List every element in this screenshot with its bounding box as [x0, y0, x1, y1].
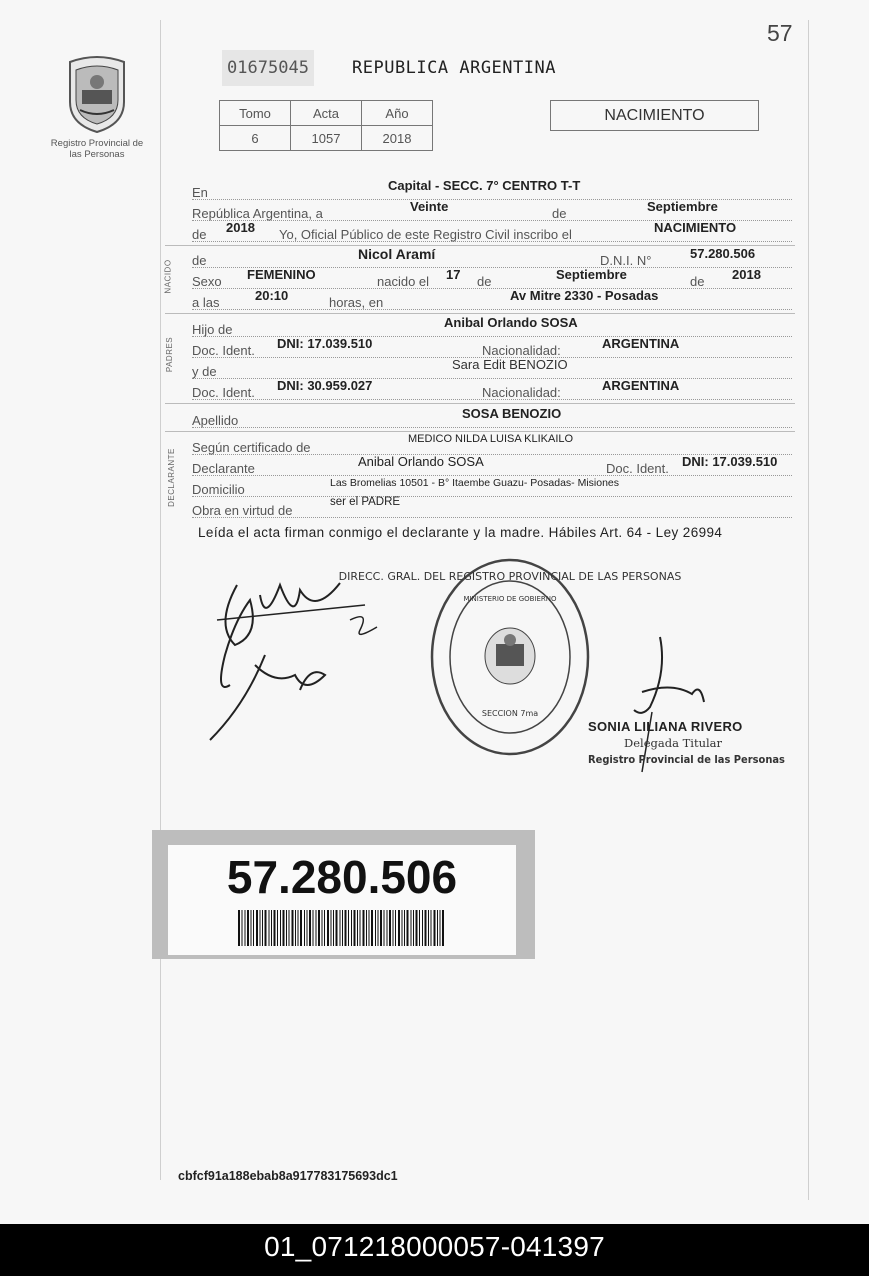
- sexo-value: FEMENINO: [247, 267, 316, 282]
- month-value: Septiembre: [647, 199, 718, 214]
- section-padres: PADRES: [165, 336, 175, 373]
- de-label: de: [552, 206, 567, 221]
- father-nationality: ARGENTINA: [602, 336, 680, 351]
- obra-label: Obra en virtud de: [192, 503, 293, 518]
- mother-doc-label: Doc. Ident.: [192, 385, 255, 400]
- divider-3: [165, 403, 795, 404]
- a-las-label: a las: [192, 295, 220, 310]
- declarante-value: Anibal Orlando SOSA: [358, 454, 484, 469]
- declarante-doc: DNI: 17.039.510: [682, 454, 778, 469]
- section-declarante: DECLARANTE: [166, 448, 176, 507]
- divider-2: [165, 313, 795, 314]
- country-title: REPUBLICA ARGENTINA: [352, 58, 556, 78]
- line-en: [192, 178, 792, 200]
- father-nat-label: Nacionalidad:: [482, 343, 561, 358]
- obra-value: ser el PADRE: [330, 496, 401, 508]
- line-father: [192, 315, 792, 337]
- leida-statement: Leída el acta firman conmigo el declarante y la madre. Hábiles Art. 64 - Ley 26994: [198, 525, 723, 540]
- page-number: 57: [767, 20, 793, 46]
- serial-number: 01675045: [222, 50, 314, 86]
- apellido-value: SOSA BENOZIO: [462, 406, 562, 421]
- line-hora: [192, 288, 792, 310]
- hijo-de-label: Hijo de: [192, 322, 233, 337]
- domicilio-value: Las Bromelias 10501 - B° Itaembe Guazu- Posadas- Misiones: [330, 477, 620, 489]
- line-name: [192, 246, 792, 268]
- birth-day: 17: [446, 267, 461, 282]
- father-doc-label: Doc. Ident.: [192, 343, 255, 358]
- birth-month: Septiembre: [556, 267, 627, 282]
- horas-label: horas, en: [329, 295, 384, 310]
- dni-label: D.N.I. N°: [600, 253, 652, 268]
- y-de-label: y de: [192, 364, 217, 379]
- birth-year: 2018: [732, 267, 761, 282]
- line-domicilio: [192, 478, 792, 497]
- header-ano: Año: [362, 101, 433, 126]
- birth-place: Av Mitre 2330 - Posadas: [510, 288, 659, 303]
- record-type-box: NACIMIENTO: [550, 100, 759, 131]
- father-name: Anibal Orlando SOSA: [444, 315, 578, 330]
- header-acta: Acta: [291, 101, 362, 126]
- apellido-label: Apellido: [192, 413, 239, 428]
- header-tomo: Tomo: [220, 101, 291, 126]
- signature-image: [205, 565, 395, 745]
- line-apellido: [192, 406, 792, 428]
- mother-name: Sara Edit BENOZIO: [452, 357, 568, 372]
- value-ano: 2018: [362, 126, 433, 151]
- de2-label: de: [192, 227, 207, 242]
- record-table: [219, 100, 433, 151]
- domicilio-label: Domicilio: [192, 482, 245, 497]
- declarante-label: Declarante: [192, 461, 255, 476]
- seal-outer-text: DIRECC. GRAL. DEL REGISTRO PROVINCIAL DE LAS PERSONAS: [338, 570, 682, 583]
- dni-sticker-number: 57.280.506: [226, 851, 458, 903]
- value-tomo: 6: [220, 126, 291, 151]
- delegate-role: Delegada Titular: [624, 736, 723, 750]
- seal-inner-text: MINISTERIO DE GOBIERNO: [463, 595, 557, 603]
- footer-code: 01_071218000057-041397: [0, 1224, 869, 1276]
- hour-value: 20:10: [255, 288, 289, 303]
- delegate-name: SONIA LILIANA RIVERO: [588, 719, 743, 734]
- line-republica: [192, 199, 792, 221]
- nacido-el-label: nacido el: [377, 274, 430, 289]
- day-value: Veinte: [410, 199, 449, 214]
- year-value: 2018: [226, 220, 255, 235]
- registry-caption: Registro Provincial de las Personas: [50, 138, 144, 160]
- delegate-office: Registro Provincial de las Personas: [588, 753, 785, 766]
- value-acta: 1057: [291, 126, 362, 151]
- en-label: En: [192, 185, 208, 200]
- certificado-value: MEDICO NILDA LUISA KLIKAILO: [408, 433, 574, 445]
- inscribe-value: NACIMIENTO: [654, 220, 737, 235]
- certificado-label: Según certificado de: [192, 440, 311, 455]
- line-sexo: [192, 267, 792, 289]
- barcode-icon: [238, 910, 446, 946]
- seal-bottom-text: SECCION 7ma: [481, 709, 539, 718]
- mother-doc: DNI: 30.959.027: [277, 378, 373, 393]
- republica-label: República Argentina, a: [192, 206, 323, 221]
- page-left-rule: [160, 20, 161, 1180]
- de-birth-label: de: [477, 274, 492, 289]
- line-mother-doc: [192, 378, 792, 400]
- mother-nat-label: Nacionalidad:: [482, 385, 561, 400]
- line-father-doc: [192, 336, 792, 358]
- father-doc: DNI: 17.039.510: [277, 336, 373, 351]
- mother-nationality: ARGENTINA: [602, 378, 680, 393]
- line-obra: [192, 496, 792, 518]
- divider-4: [165, 431, 795, 432]
- child-name: Nicol Aramí: [358, 246, 436, 262]
- sexo-label: Sexo: [192, 274, 222, 289]
- line-declarante: [192, 454, 792, 476]
- page-right-rule: [808, 20, 809, 1200]
- de-name-label: de: [192, 253, 207, 268]
- oficial-label: Yo, Oficial Público de este Registro Civil inscribo el: [279, 227, 572, 242]
- section-nacido: NACIDO: [163, 259, 173, 294]
- declarante-doc-label: Doc. Ident.: [606, 461, 669, 476]
- child-dni: 57.280.506: [690, 246, 756, 261]
- line-certificado: [192, 433, 792, 455]
- de-year-label: de: [690, 274, 705, 289]
- line-year: [192, 220, 792, 242]
- en-value: Capital - SECC. 7° CENTRO T-T: [388, 178, 581, 193]
- province-emblem-icon: [62, 52, 132, 134]
- document-hash: cbfcf91a188ebab8a917783175693dc1: [178, 1169, 398, 1183]
- line-mother: [192, 357, 792, 379]
